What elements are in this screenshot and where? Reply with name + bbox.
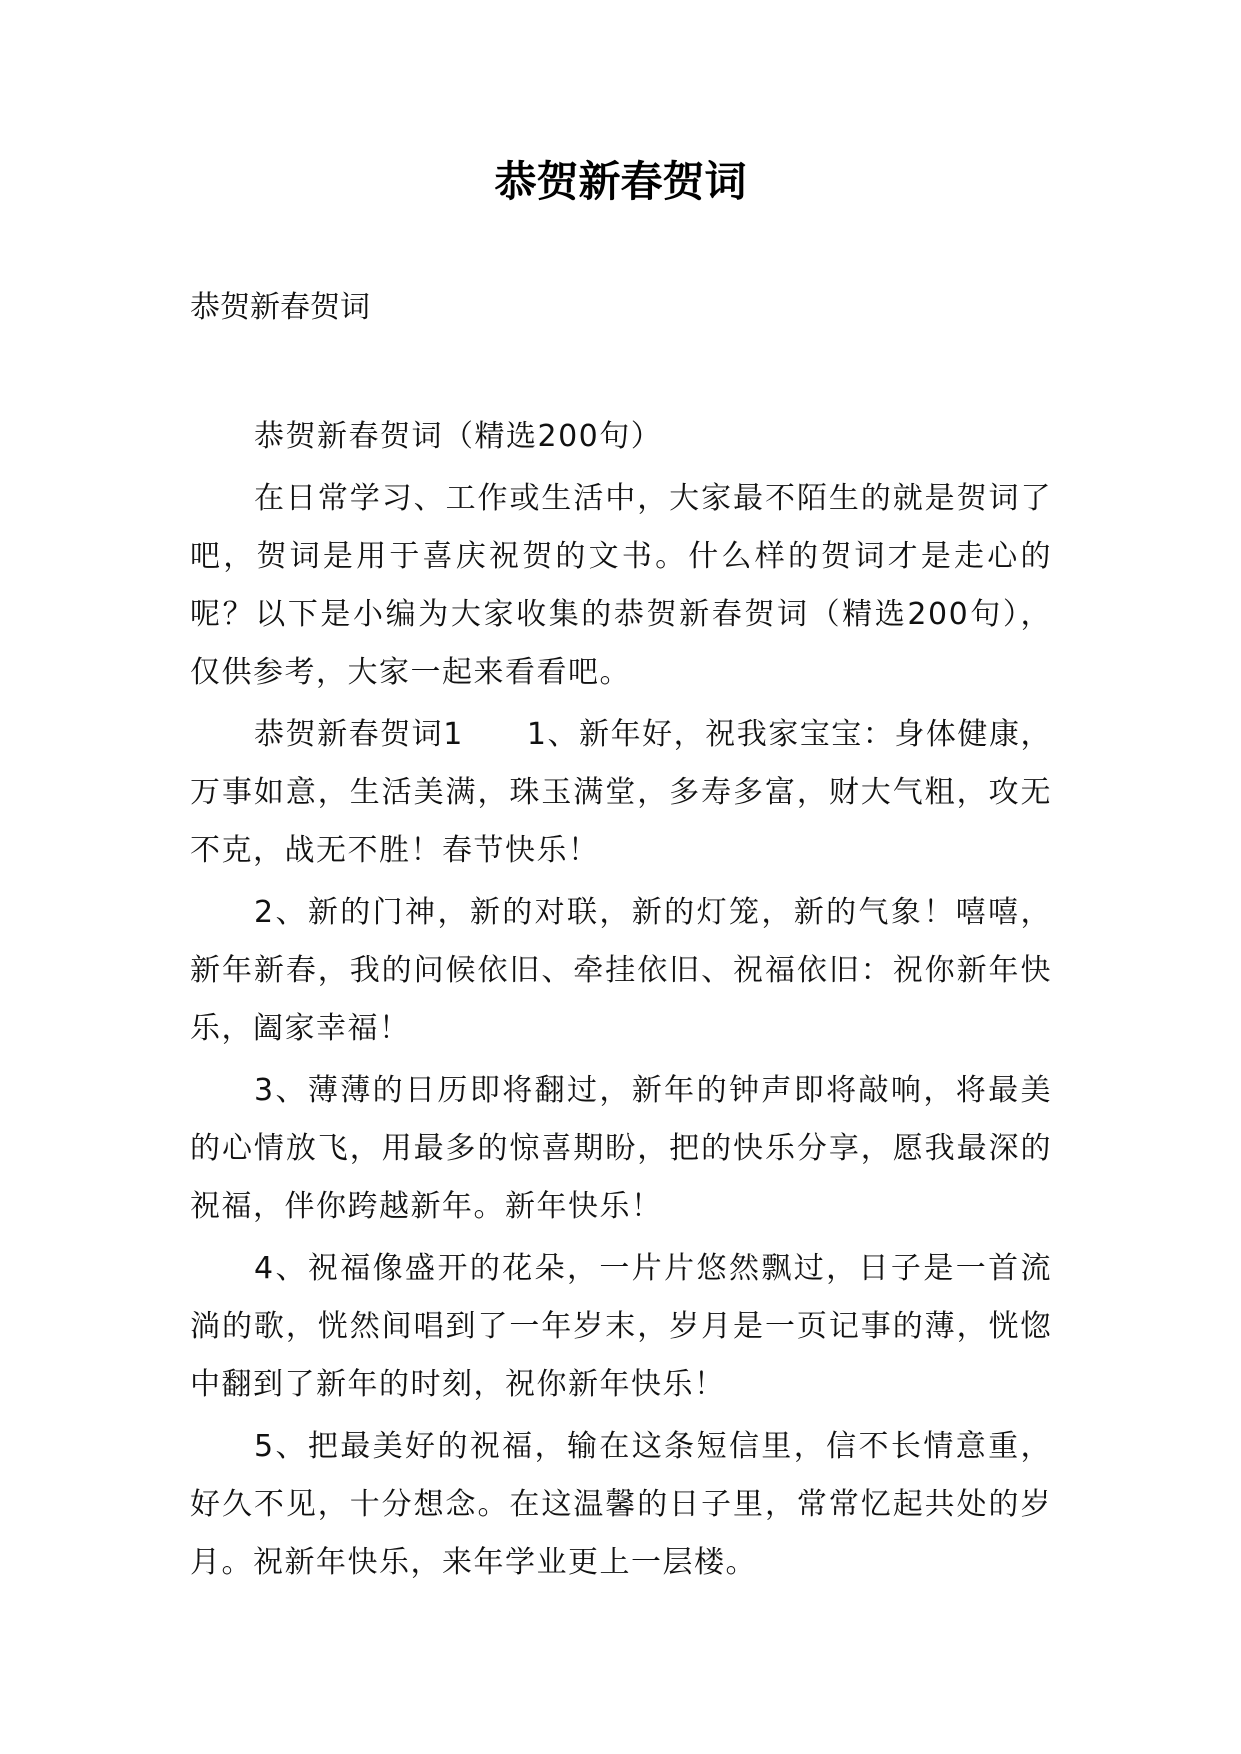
paragraph-item-3: 3、薄薄的日历即将翻过，新年的钟声即将敲响，将最美的心情放飞，用最多的惊喜期盼，把的快乐分享，愿我最深的祝福，伴你跨越新年。新年快乐！: [190, 1073, 1052, 1224]
document-subtitle: 恭贺新春贺词: [190, 290, 370, 325]
document-body: [190, 408, 1052, 1592]
paragraph-item-4: 4、祝福像盛开的花朵，一片片悠然飘过，日子是一首流淌的歌，恍然间唱到了一年岁末，岁月是一页记事的薄，恍惚中翻到了新年的时刻，祝你新年快乐！: [190, 1251, 1052, 1402]
paragraph-intro: 在日常学习、工作或生活中，大家最不陌生的就是贺词了吧，贺词是用于喜庆祝贺的文书。什么样的贺词才是走心的呢？以下是小编为大家收集的恭贺新春贺词（精选200句），仅供参考，大家一起来看看吧。: [190, 481, 1052, 690]
paragraph-item-2: 2、新的门神，新的对联，新的灯笼，新的气象！嘻嘻，新年新春，我的问候依旧、牵挂依旧、祝福依旧：祝你新年快乐，阖家幸福！: [190, 895, 1052, 1046]
paragraph-item-1: 恭贺新春贺词1 1、新年好，祝我家宝宝：身体健康，万事如意，生活美满，珠玉满堂，多寿多富，财大气粗，攻无不克，战无不胜！春节快乐！: [190, 717, 1052, 868]
document-title: 恭贺新春贺词: [494, 157, 747, 206]
paragraph-heading: 恭贺新春贺词（精选200句）: [254, 419, 663, 454]
paragraph-item-5: 5、把最美好的祝福，输在这条短信里，信不长情意重，好久不见，十分想念。在这温馨的日子里，常常忆起共处的岁月。祝新年快乐，来年学业更上一层楼。: [190, 1429, 1052, 1580]
